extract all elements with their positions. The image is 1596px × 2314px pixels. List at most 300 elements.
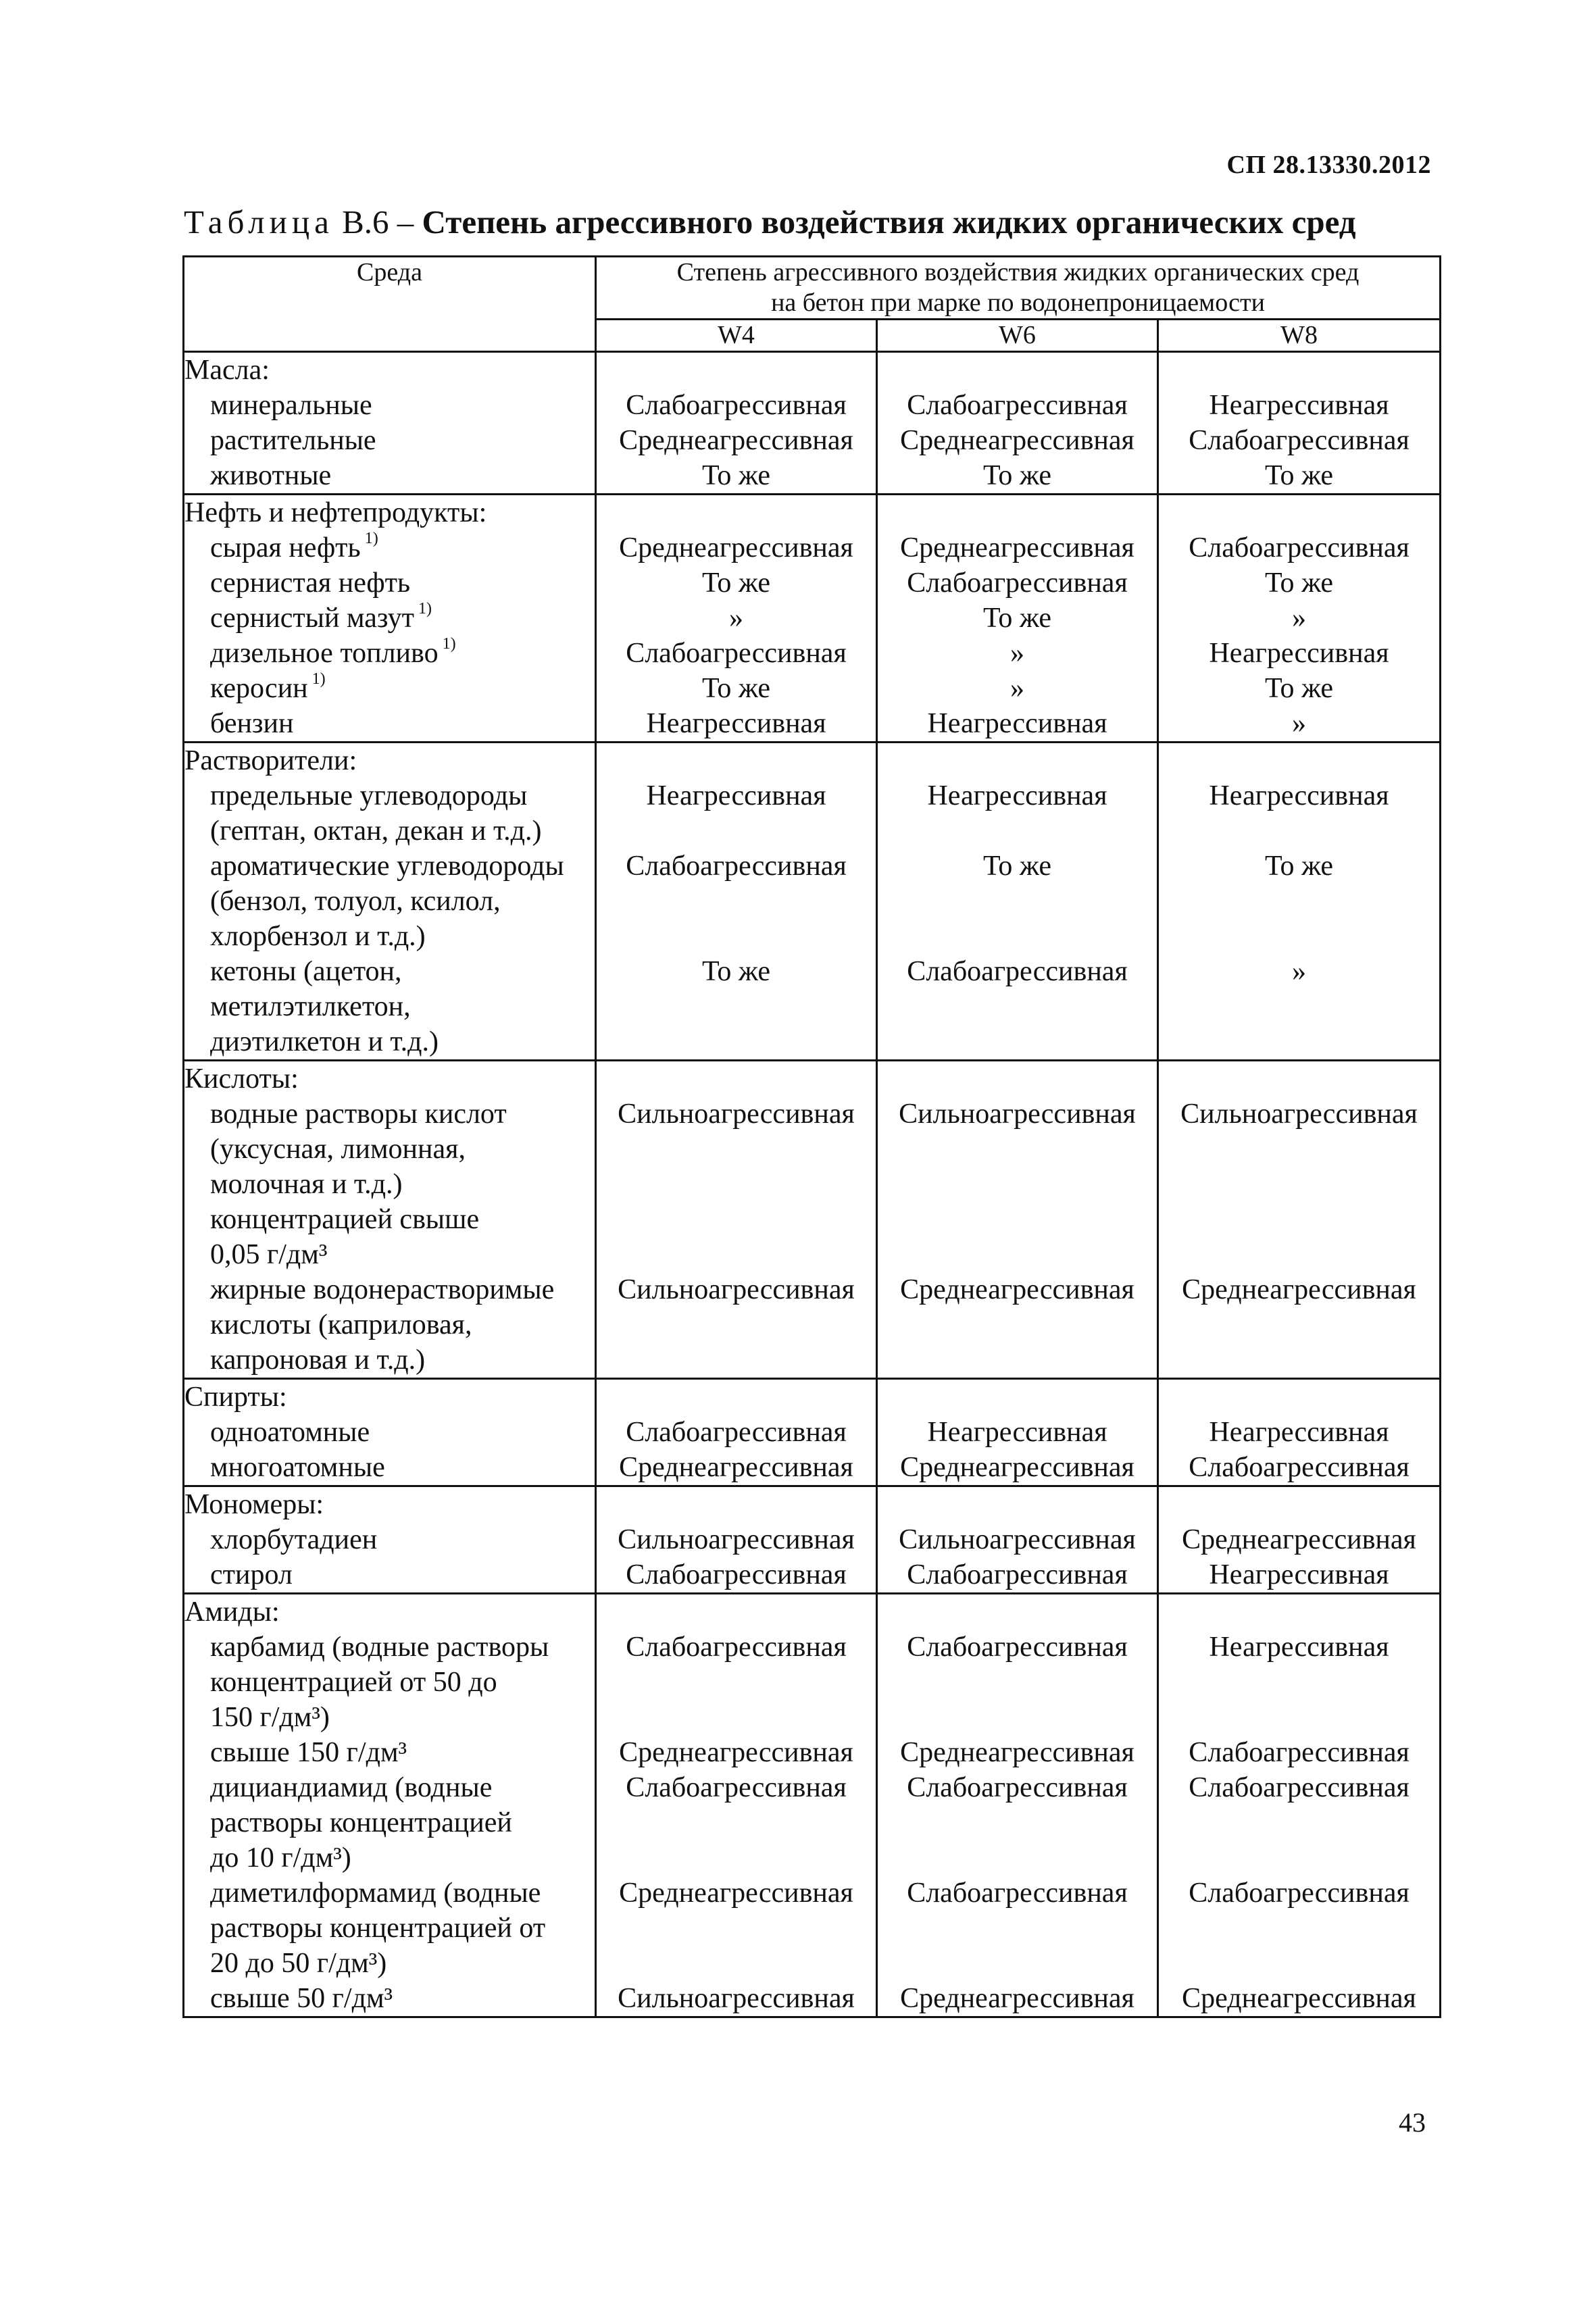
medium-item-text: сырая нефть [210,532,361,563]
medium-item-text: концентрацией от 50 до [210,1667,497,1698]
group-title: Кислоты: [184,1063,299,1095]
medium-item [184,778,595,849]
medium-item-line [210,1450,595,1485]
value-cell-w6 [877,1486,1158,1594]
medium-item-text: керосин [210,673,308,704]
aggressiveness-value: То же [1264,460,1334,491]
line-spacer [878,1342,1157,1378]
table-row [184,1594,1441,2017]
medium-item-text: капроновая и т.д.) [210,1344,426,1376]
medium-item [184,671,595,706]
line-spacer [597,1946,876,1981]
medium-cell [184,1594,596,2017]
medium-item-text: до 10 г/дм³) [210,1842,351,1873]
medium-item [184,1522,595,1557]
line-spacer [878,1700,1157,1735]
footnote-marker: 1) [418,600,432,618]
medium-item-text: стирол [210,1559,293,1590]
table-title-text: Степень агрессивного воздействия жидких органических сред [422,203,1356,241]
line-spacer [597,1024,876,1059]
medium-item-line [210,1840,595,1876]
line-spacer [597,1700,876,1735]
aggressiveness-value: Слабоагрессивная [907,390,1128,421]
medium-item-line [210,778,595,813]
medium-item-text: дициандиамид (водные [210,1772,493,1803]
medium-item [184,706,595,741]
group-title: Спирты: [184,1382,287,1413]
line-spacer [597,989,876,1024]
medium-item [184,1097,595,1272]
medium-item-text: диэтилкетон и т.д.) [210,1026,439,1057]
aggressiveness-value: Слабоагрессивная [907,1632,1128,1663]
medium-item-text: 0,05 г/дм³ [210,1239,328,1270]
line-spacer [1159,1307,1439,1342]
medium-item-text: жирные водонерастворимые [210,1274,555,1305]
medium-item-line [210,1700,595,1735]
medium-item [184,954,595,1059]
medium-item-text: диметилформамид (водные [210,1878,541,1909]
medium-item-text: растительные [210,425,376,456]
value-cell-w4 [596,1379,877,1486]
medium-item-line [210,919,595,954]
aggressiveness-value: Неагрессивная [1209,638,1389,669]
value-cell-w8 [1158,495,1441,743]
group-spacer [878,743,1157,778]
aggressiveness-value: То же [1264,673,1334,704]
aggressiveness-value: Сильноагрессивная [618,1099,855,1130]
aggressiveness-value: Неагрессивная [1209,780,1389,811]
aggressiveness-value: То же [982,851,1052,882]
group-spacer [597,1594,876,1630]
medium-item-text: хлорбутадиен [210,1524,378,1555]
medium-item-text: растворы концентрацией от [210,1913,546,1944]
medium-item-text: минеральные [210,390,372,421]
medium-item [184,1876,595,1981]
medium-item-text: (уксусная, лимонная, [210,1134,466,1165]
group-spacer [1159,353,1439,388]
medium-item-text: животные [210,460,332,491]
aggressiveness-value: Неагрессивная [646,780,826,811]
medium-item-line [210,884,595,919]
medium-item-text: кислоты (каприловая, [210,1309,472,1340]
medium-item [184,458,595,493]
line-spacer [878,1946,1157,1981]
medium-item [184,1557,595,1592]
value-cell-w8 [1158,1594,1441,2017]
value-cell-w8 [1158,743,1441,1061]
medium-item-line [210,1415,595,1450]
footnote-marker: 1) [364,530,378,547]
medium-item [184,1735,595,1770]
medium-item-text: карбамид (водные растворы [210,1632,549,1663]
aggressiveness-value: Неагрессивная [1209,1417,1389,1448]
medium-item-text: молочная и т.д.) [210,1169,403,1200]
medium-item [184,1415,595,1450]
medium-item-text: 20 до 50 г/дм³) [210,1948,387,1979]
aggressiveness-value: » [1292,708,1307,739]
value-cell-w4 [596,1061,877,1379]
medium-item [184,1770,595,1876]
aggressiveness-value: То же [701,460,771,491]
medium-item-line [210,1946,595,1981]
line-spacer [597,813,876,849]
medium-item-line [210,530,595,565]
aggressiveness-value: То же [701,956,771,987]
value-cell-w6 [877,495,1158,743]
medium-item-line [210,1735,595,1770]
value-cell-w4 [596,495,877,743]
aggressiveness-value: Среднеагрессивная [900,1983,1134,2014]
medium-cell [184,743,596,1061]
medium-item-line [210,1202,595,1237]
medium-item-text: хлорбензол и т.д.) [210,921,426,952]
line-spacer [1159,1665,1439,1700]
value-cell-w6 [877,1594,1158,2017]
medium-item-line [210,1981,595,2016]
line-spacer [878,884,1157,919]
medium-item-line [210,1132,595,1167]
aggressiveness-value: Сильноагрессивная [618,1274,855,1305]
aggressiveness-value: Слабоагрессивная [1189,1737,1410,1768]
column-header-w4: W4 [596,320,877,352]
medium-item-text: ароматические углеводороды [210,851,564,882]
table-row [184,1486,1441,1594]
aggressiveness-value: » [729,603,743,634]
medium-item-line [210,1770,595,1805]
line-spacer [878,1132,1157,1167]
medium-item [184,1630,595,1735]
aggressiveness-value: Среднеагрессивная [1182,1983,1416,2014]
value-cell-w4 [596,352,877,495]
aggressiveness-value: Сильноагрессивная [1180,1099,1418,1130]
column-header-w8: W8 [1158,320,1441,352]
column-header-w6: W6 [877,320,1158,352]
group-spacer [1159,495,1439,530]
aggressiveness-value: Неагрессивная [927,708,1107,739]
aggressiveness-value: Слабоагрессивная [1189,532,1410,563]
medium-item-text: многоатомные [210,1452,385,1483]
aggressiveness-table [182,255,1441,2018]
group-title: Нефть и нефтепродукты: [184,497,487,528]
aggressiveness-value: Сильноагрессивная [899,1099,1136,1130]
medium-item-text: сернистый мазут [210,603,414,634]
line-spacer [1159,1024,1439,1059]
aggressiveness-value: Неагрессивная [1209,390,1389,421]
medium-item-line [210,1557,595,1592]
line-spacer [1159,1132,1439,1167]
group-spacer [597,743,876,778]
column-header-medium: Среда [184,257,596,352]
medium-item-line [210,813,595,849]
value-cell-w4 [596,1594,877,2017]
line-spacer [878,989,1157,1024]
aggressiveness-value: Слабоагрессивная [907,1559,1128,1590]
medium-item [184,565,595,601]
line-spacer [597,1840,876,1876]
value-cell-w4 [596,1486,877,1594]
aggressiveness-value: Среднеагрессивная [619,1452,853,1483]
aggressiveness-value: Слабоагрессивная [907,956,1128,987]
medium-item-line [210,706,595,741]
aggressiveness-value: Среднеагрессивная [619,1737,853,1768]
medium-item-text: свыше 150 г/дм³ [210,1737,407,1768]
table-body [184,352,1441,2017]
medium-item-line [210,423,595,458]
line-spacer [878,1307,1157,1342]
medium-item-line [210,636,595,671]
line-spacer [1159,813,1439,849]
table-row [184,743,1441,1061]
medium-item-line [210,1342,595,1378]
medium-item [184,1450,595,1485]
medium-item-text: предельные углеводороды [210,780,528,811]
aggressiveness-value: Слабоагрессивная [907,1772,1128,1803]
column-header-degree [596,257,1441,320]
value-cell-w6 [877,1061,1158,1379]
line-spacer [878,919,1157,954]
aggressiveness-value: Среднеагрессивная [900,425,1134,456]
medium-item-line [210,1167,595,1202]
aggressiveness-value: Сильноагрессивная [899,1524,1136,1555]
aggressiveness-value: То же [1264,568,1334,599]
medium-item-line [210,601,595,636]
value-cell-w8 [1158,1061,1441,1379]
aggressiveness-value: Среднеагрессивная [900,532,1134,563]
aggressiveness-value: Слабоагрессивная [626,1417,847,1448]
medium-item-text: дизельное топливо [210,638,439,669]
line-spacer [878,1167,1157,1202]
value-cell-w6 [877,352,1158,495]
line-spacer [878,813,1157,849]
line-spacer [1159,989,1439,1024]
medium-item-line [210,458,595,493]
medium-item-line [210,849,595,884]
medium-item-text: (гептан, октан, декан и т.д.) [210,815,542,847]
medium-item-line [210,1272,595,1307]
medium-item-line [210,1522,595,1557]
medium-item-line [210,954,595,989]
medium-item [184,636,595,671]
medium-item-text: растворы концентрацией [210,1807,512,1838]
line-spacer [1159,1342,1439,1378]
line-spacer [878,1202,1157,1237]
table-row [184,1379,1441,1486]
column-header-degree-line: на бетон при марке по водонепроницаемости [771,288,1265,317]
group-spacer [597,1380,876,1415]
group-spacer [878,1594,1157,1630]
group-spacer [878,1380,1157,1415]
aggressiveness-value: Слабоагрессивная [626,638,847,669]
medium-cell [184,495,596,743]
line-spacer [597,1342,876,1378]
medium-item-text: сернистая нефть [210,568,411,599]
medium-item-line [210,1805,595,1840]
line-spacer [1159,1202,1439,1237]
column-header-degree-line: Степень агрессивного воздействия жидких органических сред [676,258,1360,286]
line-spacer [878,1911,1157,1946]
value-cell-w4 [596,743,877,1061]
line-spacer [878,1665,1157,1700]
line-spacer [878,1840,1157,1876]
medium-item-line [210,1097,595,1132]
aggressiveness-value: Слабоагрессивная [626,851,847,882]
medium-item-text: водные растворы кислот [210,1099,507,1130]
table-title [184,203,1468,241]
line-spacer [597,919,876,954]
aggressiveness-value: Слабоагрессивная [1189,1878,1410,1909]
line-spacer [1159,919,1439,954]
value-cell-w8 [1158,352,1441,495]
medium-item [184,1981,595,2016]
medium-cell [184,352,596,495]
line-spacer [597,1665,876,1700]
medium-item-text: одноатомные [210,1417,370,1448]
aggressiveness-value: Среднеагрессивная [619,532,853,563]
medium-item-text: свыше 50 г/дм³ [210,1983,393,2014]
medium-item-text: (бензол, толуол, ксилол, [210,886,501,917]
medium-item-line [210,989,595,1024]
group-spacer [1159,1061,1439,1097]
aggressiveness-value: Слабоагрессивная [907,568,1128,599]
footnote-marker: 1) [442,635,456,653]
line-spacer [597,1307,876,1342]
aggressiveness-value: Слабоагрессивная [907,1878,1128,1909]
group-spacer [1159,1594,1439,1630]
line-spacer [597,884,876,919]
value-cell-w8 [1158,1379,1441,1486]
medium-item-text: метилэтилкетон, [210,991,411,1022]
aggressiveness-value: Среднеагрессивная [900,1452,1134,1483]
aggressiveness-value: Среднеагрессивная [900,1274,1134,1305]
aggressiveness-value: Слабоагрессивная [1189,425,1410,456]
aggressiveness-value: Среднеагрессивная [1182,1274,1416,1305]
line-spacer [878,1237,1157,1272]
medium-item-text: бензин [210,708,294,739]
medium-item-line [210,565,595,601]
medium-item-line [210,388,595,423]
group-title: Растворители: [184,745,357,776]
group-spacer [878,353,1157,388]
medium-cell [184,1486,596,1594]
medium-item [184,530,595,565]
table-title-prefix: Таблица [184,203,334,241]
aggressiveness-value: Слабоагрессивная [626,1772,847,1803]
aggressiveness-value: Неагрессивная [646,708,826,739]
table-row [184,495,1441,743]
aggressiveness-value: Слабоагрессивная [626,390,847,421]
value-cell-w6 [877,1379,1158,1486]
medium-item-line [210,1307,595,1342]
value-cell-w6 [877,743,1158,1061]
group-spacer [597,495,876,530]
line-spacer [597,1132,876,1167]
aggressiveness-value: Среднеагрессивная [1182,1524,1416,1555]
group-title: Мономеры: [184,1489,324,1520]
line-spacer [1159,1700,1439,1735]
page-number: 43 [1399,2107,1426,2138]
aggressiveness-value: Среднеагрессивная [900,1737,1134,1768]
medium-item [184,849,595,954]
aggressiveness-value: То же [701,673,771,704]
medium-cell [184,1061,596,1379]
medium-item-line [210,671,595,706]
group-spacer [878,1061,1157,1097]
aggressiveness-value: Неагрессивная [927,1417,1107,1448]
aggressiveness-value: Неагрессивная [1209,1559,1389,1590]
aggressiveness-value: То же [701,568,771,599]
value-cell-w8 [1158,1486,1441,1594]
aggressiveness-value: » [1010,673,1024,704]
line-spacer [1159,1237,1439,1272]
line-spacer [597,1911,876,1946]
line-spacer [597,1805,876,1840]
medium-item [184,601,595,636]
group-spacer [1159,1380,1439,1415]
group-title: Масла: [184,355,270,386]
line-spacer [1159,1805,1439,1840]
line-spacer [1159,884,1439,919]
aggressiveness-value: То же [982,460,1052,491]
aggressiveness-value: То же [1264,851,1334,882]
document-code: СП 28.13330.2012 [1226,151,1431,179]
medium-item-line [210,1876,595,1911]
aggressiveness-value: » [1292,603,1307,634]
aggressiveness-value: Неагрессивная [1209,1632,1389,1663]
aggressiveness-value: Слабоагрессивная [626,1632,847,1663]
line-spacer [1159,1946,1439,1981]
aggressiveness-value: Слабоагрессивная [1189,1772,1410,1803]
aggressiveness-value: Слабоагрессивная [626,1559,847,1590]
line-spacer [1159,1840,1439,1876]
medium-item-text: концентрацией свыше [210,1204,480,1235]
medium-item-text: кетоны (ацетон, [210,956,402,987]
medium-item-line [210,1911,595,1946]
medium-item [184,388,595,423]
aggressiveness-value: » [1010,638,1024,669]
group-spacer [878,495,1157,530]
group-spacer [597,1061,876,1097]
footnote-marker: 1) [311,670,326,688]
medium-cell [184,1379,596,1486]
aggressiveness-value: Среднеагрессивная [619,1878,853,1909]
aggressiveness-value: Среднеагрессивная [619,425,853,456]
table-title-number: В.6 – [342,203,414,241]
group-spacer [878,1487,1157,1522]
aggressiveness-value: Сильноагрессивная [618,1983,855,2014]
group-spacer [597,353,876,388]
aggressiveness-value: То же [982,603,1052,634]
table-row [184,1061,1441,1379]
line-spacer [1159,1167,1439,1202]
table-row [184,352,1441,495]
medium-item-line [210,1237,595,1272]
group-spacer [597,1487,876,1522]
aggressiveness-value: Слабоагрессивная [1189,1452,1410,1483]
group-title: Амиды: [184,1596,280,1628]
medium-item-line [210,1665,595,1700]
group-spacer [1159,743,1439,778]
line-spacer [1159,1911,1439,1946]
aggressiveness-value: » [1292,956,1307,987]
group-spacer [1159,1487,1439,1522]
medium-item [184,1272,595,1378]
medium-item-line [210,1630,595,1665]
aggressiveness-value: Неагрессивная [927,780,1107,811]
aggressiveness-value: Сильноагрессивная [618,1524,855,1555]
medium-item-line [210,1024,595,1059]
line-spacer [597,1237,876,1272]
medium-item-text: 150 г/дм³) [210,1702,330,1733]
